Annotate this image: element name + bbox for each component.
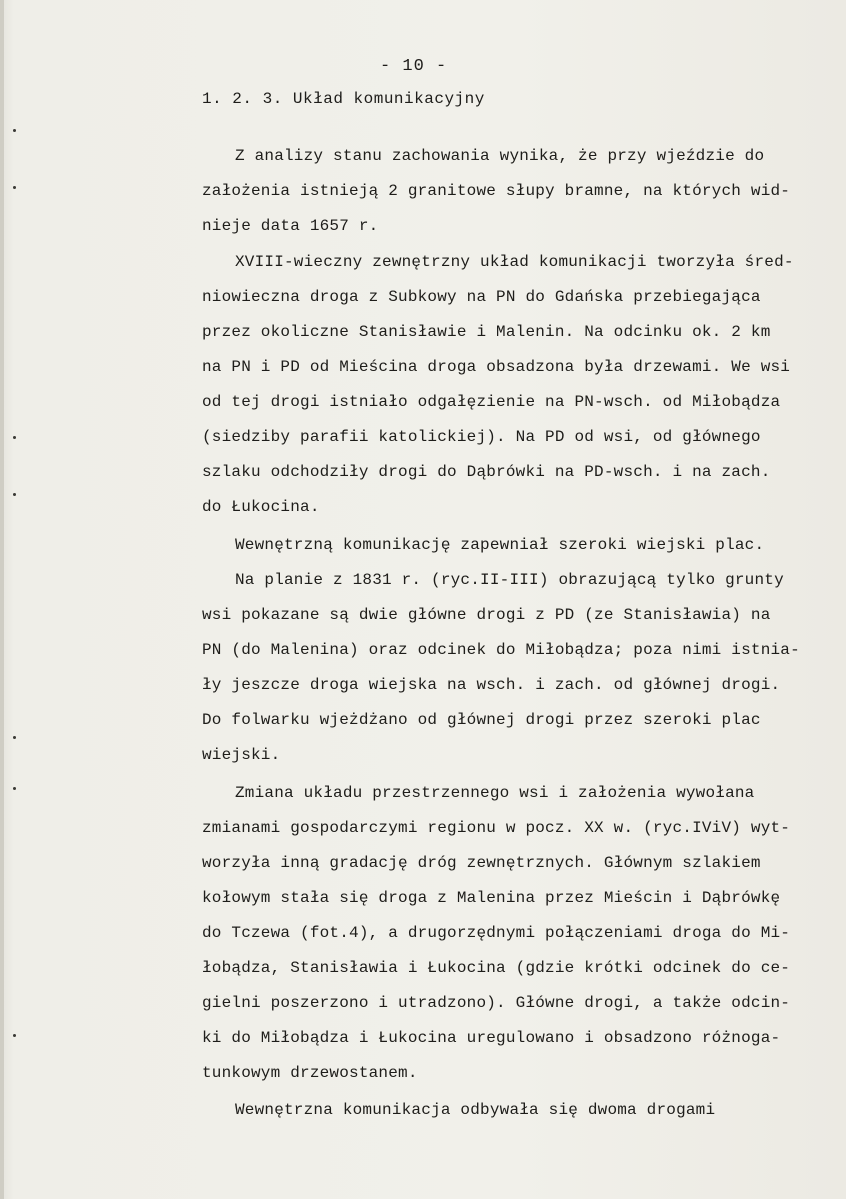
text-line: kołowym stała się droga z Malenina przez Mieścin i Dąbrówkę: [202, 889, 781, 907]
text-line: od tej drogi istniało odgałęzienie na PN-wsch. od Miłobądza: [202, 393, 781, 411]
text-line: szlaku odchodziły drogi do Dąbrówki na PD-wsch. i na zach.: [202, 463, 771, 481]
text-line: Na planie z 1831 r. (ryc.II-III) obrazującą tylko grunty: [235, 571, 784, 589]
text-line: do Łukocina.: [202, 498, 320, 516]
text-line: ki do Miłobądza i Łukocina uregulowano i obsadzono różnoga-: [202, 1029, 781, 1047]
text-line: (siedziby parafii katolickiej). Na PD od wsi, od głównego: [202, 428, 761, 446]
text-line: ły jeszcze droga wiejska na wsch. i zach. od głównej drogi.: [202, 676, 781, 694]
text-line: założenia istnieją 2 granitowe słupy bramne, na których wid-: [202, 182, 791, 200]
text-line: na PN i PD od Mieścina droga obsadzona była drzewami. We wsi: [202, 358, 791, 376]
binding-hole-mark: [13, 186, 16, 189]
binding-hole-mark: [13, 736, 16, 739]
binding-hole-mark: [13, 787, 16, 790]
text-line: wiejski.: [202, 746, 281, 764]
text-line: nieje data 1657 r.: [202, 217, 379, 235]
text-line: łobądza, Stanisławia i Łukocina (gdzie krótki odcinek do ce-: [202, 959, 791, 977]
page-edge: [0, 0, 4, 1199]
binding-hole-mark: [13, 129, 16, 132]
text-line: gielni poszerzono i utradzono). Główne drogi, a także odcin-: [202, 994, 791, 1012]
binding-hole-mark: [13, 493, 16, 496]
text-line: zmianami gospodarczymi regionu w pocz. XX w. (ryc.IViV) wyt-: [202, 819, 791, 837]
text-line: Zmiana układu przestrzennego wsi i założenia wywołana: [235, 784, 755, 802]
text-line: worzyła inną gradację dróg zewnętrznych. Głównym szlakiem: [202, 854, 761, 872]
section-heading: 1. 2. 3. Układ komunikacyjny: [202, 90, 485, 108]
text-line: Wewnętrzną komunikację zapewniał szeroki wiejski plac.: [235, 536, 765, 554]
text-line: wsi pokazane są dwie główne drogi z PD (ze Stanisławia) na: [202, 606, 771, 624]
page-number: - 10 -: [380, 57, 448, 76]
text-line: PN (do Malenina) oraz odcinek do Miłobądza; poza nimi istnia-: [202, 641, 800, 659]
text-line: do Tczewa (fot.4), a drugorzędnymi połączeniami droga do Mi-: [202, 924, 791, 942]
text-line: XVIII-wieczny zewnętrzny układ komunikacji tworzyła śred-: [235, 253, 794, 271]
text-line: Wewnętrzna komunikacja odbywała się dwoma drogami: [235, 1101, 716, 1119]
binding-hole-mark: [13, 1034, 16, 1037]
text-line: Do folwarku wjeżdżano od głównej drogi przez szeroki plac: [202, 711, 761, 729]
binding-hole-mark: [13, 436, 16, 439]
text-line: niowieczna droga z Subkowy na PN do Gdańska przebiegająca: [202, 288, 761, 306]
text-line: tunkowym drzewostanem.: [202, 1064, 418, 1082]
text-line: Z analizy stanu zachowania wynika, że przy wjeździe do: [235, 147, 765, 165]
text-line: przez okoliczne Stanisławie i Malenin. Na odcinku ok. 2 km: [202, 323, 771, 341]
